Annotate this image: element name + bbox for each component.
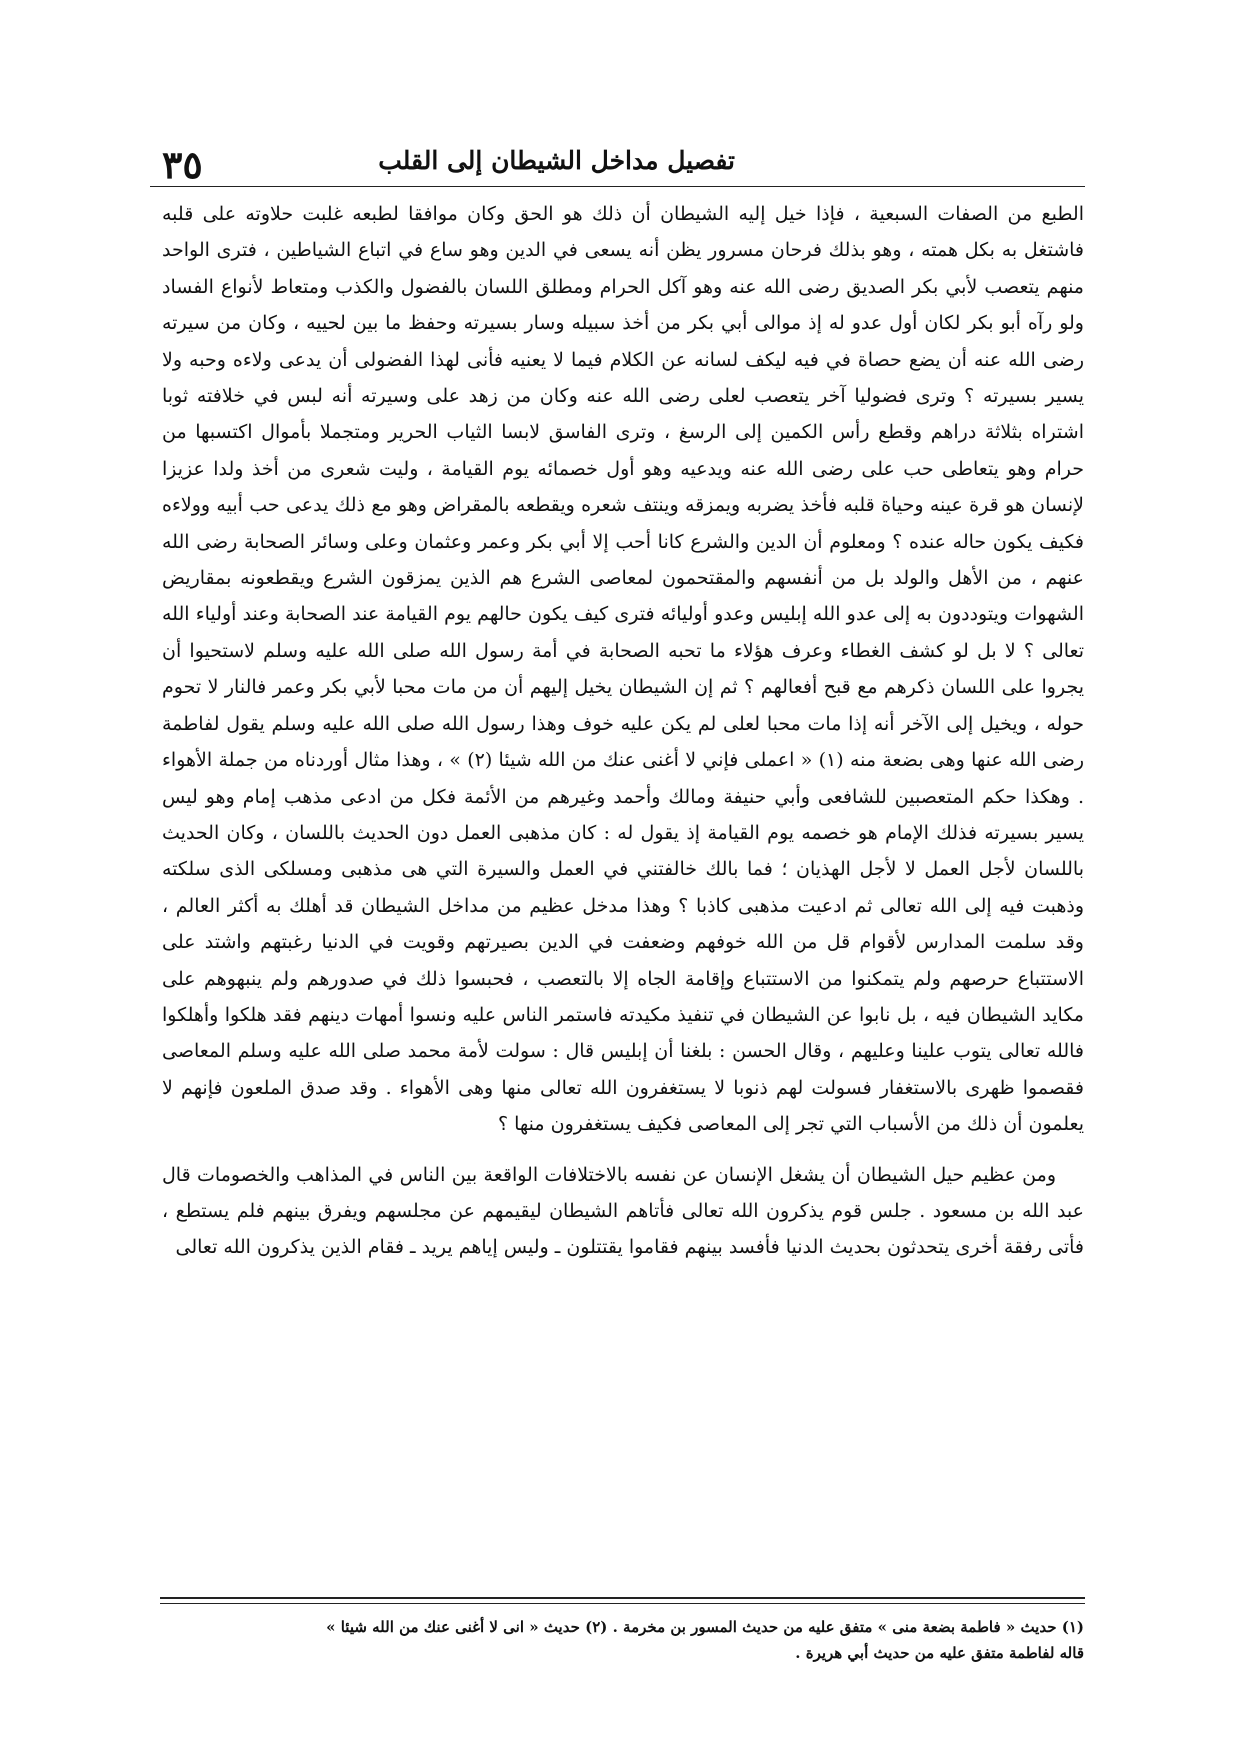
paragraph: الطبع من الصفات السبعية ، فإذا خيل إليه الشيطان أن ذلك هو الحق وكان موافقا لطبعه غلبت حلاوته على قلبه فاشتغل به بكل همته ، وهو بذلك فرحان مسرور يظن أنه يسعى في الدين وهو ساع في اتباع الشياطين ، فترى الواحد منهم يتعصب لأبي بكر الصديق رضى الله عنه وهو آكل الحرام ومطلق اللسان بالفضول والكذب ومتعاط لأنواع الفساد ولو رآه أبو بكر لكان أول عدو له إذ موالى أبي بكر من أخذ سبيله وسار بسيرته وحفظ ما بين لحييه ، وكان من سيرته رضى الله عنه أن يضع حصاة في فيه ليكف لسانه عن الكلام فيما لا يعنيه فأنى لهذا الفضولى أن يدعى ولاءه وحبه ولا يسير بسيرته ؟ وترى فضوليا آخر يتعصب لعلى رضى الله عنه وكان من زهد على وسيرته أنه لبس في خلافته ثوبا اشتراه بثلاثة دراهم وقطع رأس الكمين إلى الرسغ ، وترى الفاسق لابسا الثياب الحرير ومتجملا بأموال اكتسبها من حرام وهو يتعاطى حب على رضى الله عنه ويدعيه وهو أول خصمائه يوم القيامة ، وليت شعرى من أخذ ولدا عزيزا لإنسان هو قرة عينه وحياة قلبه فأخذ يضربه ويمزقه وينتف شعره ويقطعه بالمقراض وهو مع ذلك يدعى حب أبيه وولاءه فكيف يكون حاله عنده ؟ ومعلوم أن الدين والشرع كانا أحب إلا أبي بكر وعمر وعثمان وعلى وسائر الصحابة رضى الله عنهم ، من الأهل والولد بل من أنفسهم والمقتحمون لمعاصى الشرع هم الذين يمزقون الشرع ويقطعونه بمقاريض الشهوات ويتوددون به إلى عدو الله إبليس وعدو أوليائه فترى كيف يكون حالهم يوم القيامة عند الصحابة وعند أولياء الله تعالى ؟ لا بل لو كشف الغطاء وعرف هؤلاء ما تحبه الصحابة في أمة رسول الله صلى الله عليه وسلم لاستحيوا أن يجروا على اللسان ذكرهم مع قبح أفعالهم ؟ ثم إن الشيطان يخيل إليهم أن من مات محبا لأبي بكر وعمر فالنار لا تحوم حوله ، ويخيل إلى الآخر أنه إذا مات محبا لعلى لم يكن عليه خوف وهذا رسول الله صلى الله عليه وسلم يقول لفاطمة رضى الله عنها وهى بضعة منه (١) « اعملى فإني لا أغنى عنك من الله شيئا (٢) » ، وهذا مثال أوردناه من جملة الأهواء . وهكذا حكم المتعصبين للشافعى وأبي حنيفة ومالك وأحمد وغيرهم من الأئمة فكل من ادعى مذهب إمام وهو ليس يسير بسيرته فذلك الإمام هو خصمه يوم القيامة إذ يقول له : كان مذهبى العمل دون الحديث باللسان ، وكان الحديث باللسان لأجل العمل لا لأجل الهذيان ؛ فما بالك خالفتني في العمل والسيرة التي هى مذهبى ومسلكى الذى سلكته وذهبت فيه إلى الله تعالى ثم ادعيت مذهبى كاذبا ؟ وهذا مدخل عظيم من مداخل الشيطان قد أهلك به أكثر العالم ، وقد سلمت المدارس لأقوام قل من الله خوفهم وضعفت في الدين بصيرتهم وقويت في الدنيا رغبتهم واشتد على الاستتباع حرصهم ولم يتمكنوا من الاستتباع وإقامة الجاه إلا بالتعصب ، فحبسوا ذلك في صدورهم ولم ينبهوهم على مكايد الشيطان فيه ، بل نابوا عن الشيطان في تنفيذ مكيدته فاستمر الناس عليه ونسوا أمهات دينهم فقد هلكوا وأهلكوا فالله تعالى يتوب علينا وعليهم ، وقال الحسن : بلغنا أن إبليس قال : سولت لأمة محمد صلى الله عليه وسلم المعاصى فقصموا ظهرى بالاستغفار فسولت لهم ذنوبا لا يستغفرون الله تعالى منها وهى الأهواء . وقد صدق الملعون فإنهم لا يعلمون أن ذلك من الأسباب التي تجر إلى المعاصى فكيف يستغفرون منها ؟ [162,203,1085,1136]
header-rule [150,186,1085,187]
main-text [162,196,1084,1266]
footnote-rule [160,1597,1085,1604]
paragraph: ومن عظيم حيل الشيطان أن يشغل الإنسان عن نفسه بالاختلافات الواقعة بين الناس في المذاهب والخصومات قال عبد الله بن مسعود . جلس قوم يذكرون الله تعالى فأتاهم الشيطان ليقيمهم عن مجلسهم ويفرق بينهم فلم يستطع ، فأتى رفقة أخرى يتحدثون بحديث الدنيا فأفسد بينهم فقاموا يقتتلون ـ وليس إياهم يريد ـ فقام الذين يذكرون الله تعالى [162,1163,1084,1259]
running-title: تفصيل مداخل الشيطان إلى القلب [378,146,735,175]
footnotes [162,1614,1084,1666]
page-number: ٣٥ [162,142,203,187]
footnote-line: (١) حديث « فاطمة بضعة منى » متفق عليه من حديث المسور بن مخرمة . (٢) حديث « انى لا أغنى عنك من الله شيئا » [326,1618,1084,1636]
footnote-line: قاله لفاطمة متفق عليه من حديث أبي هريرة . [795,1644,1084,1662]
running-header [150,132,1085,192]
